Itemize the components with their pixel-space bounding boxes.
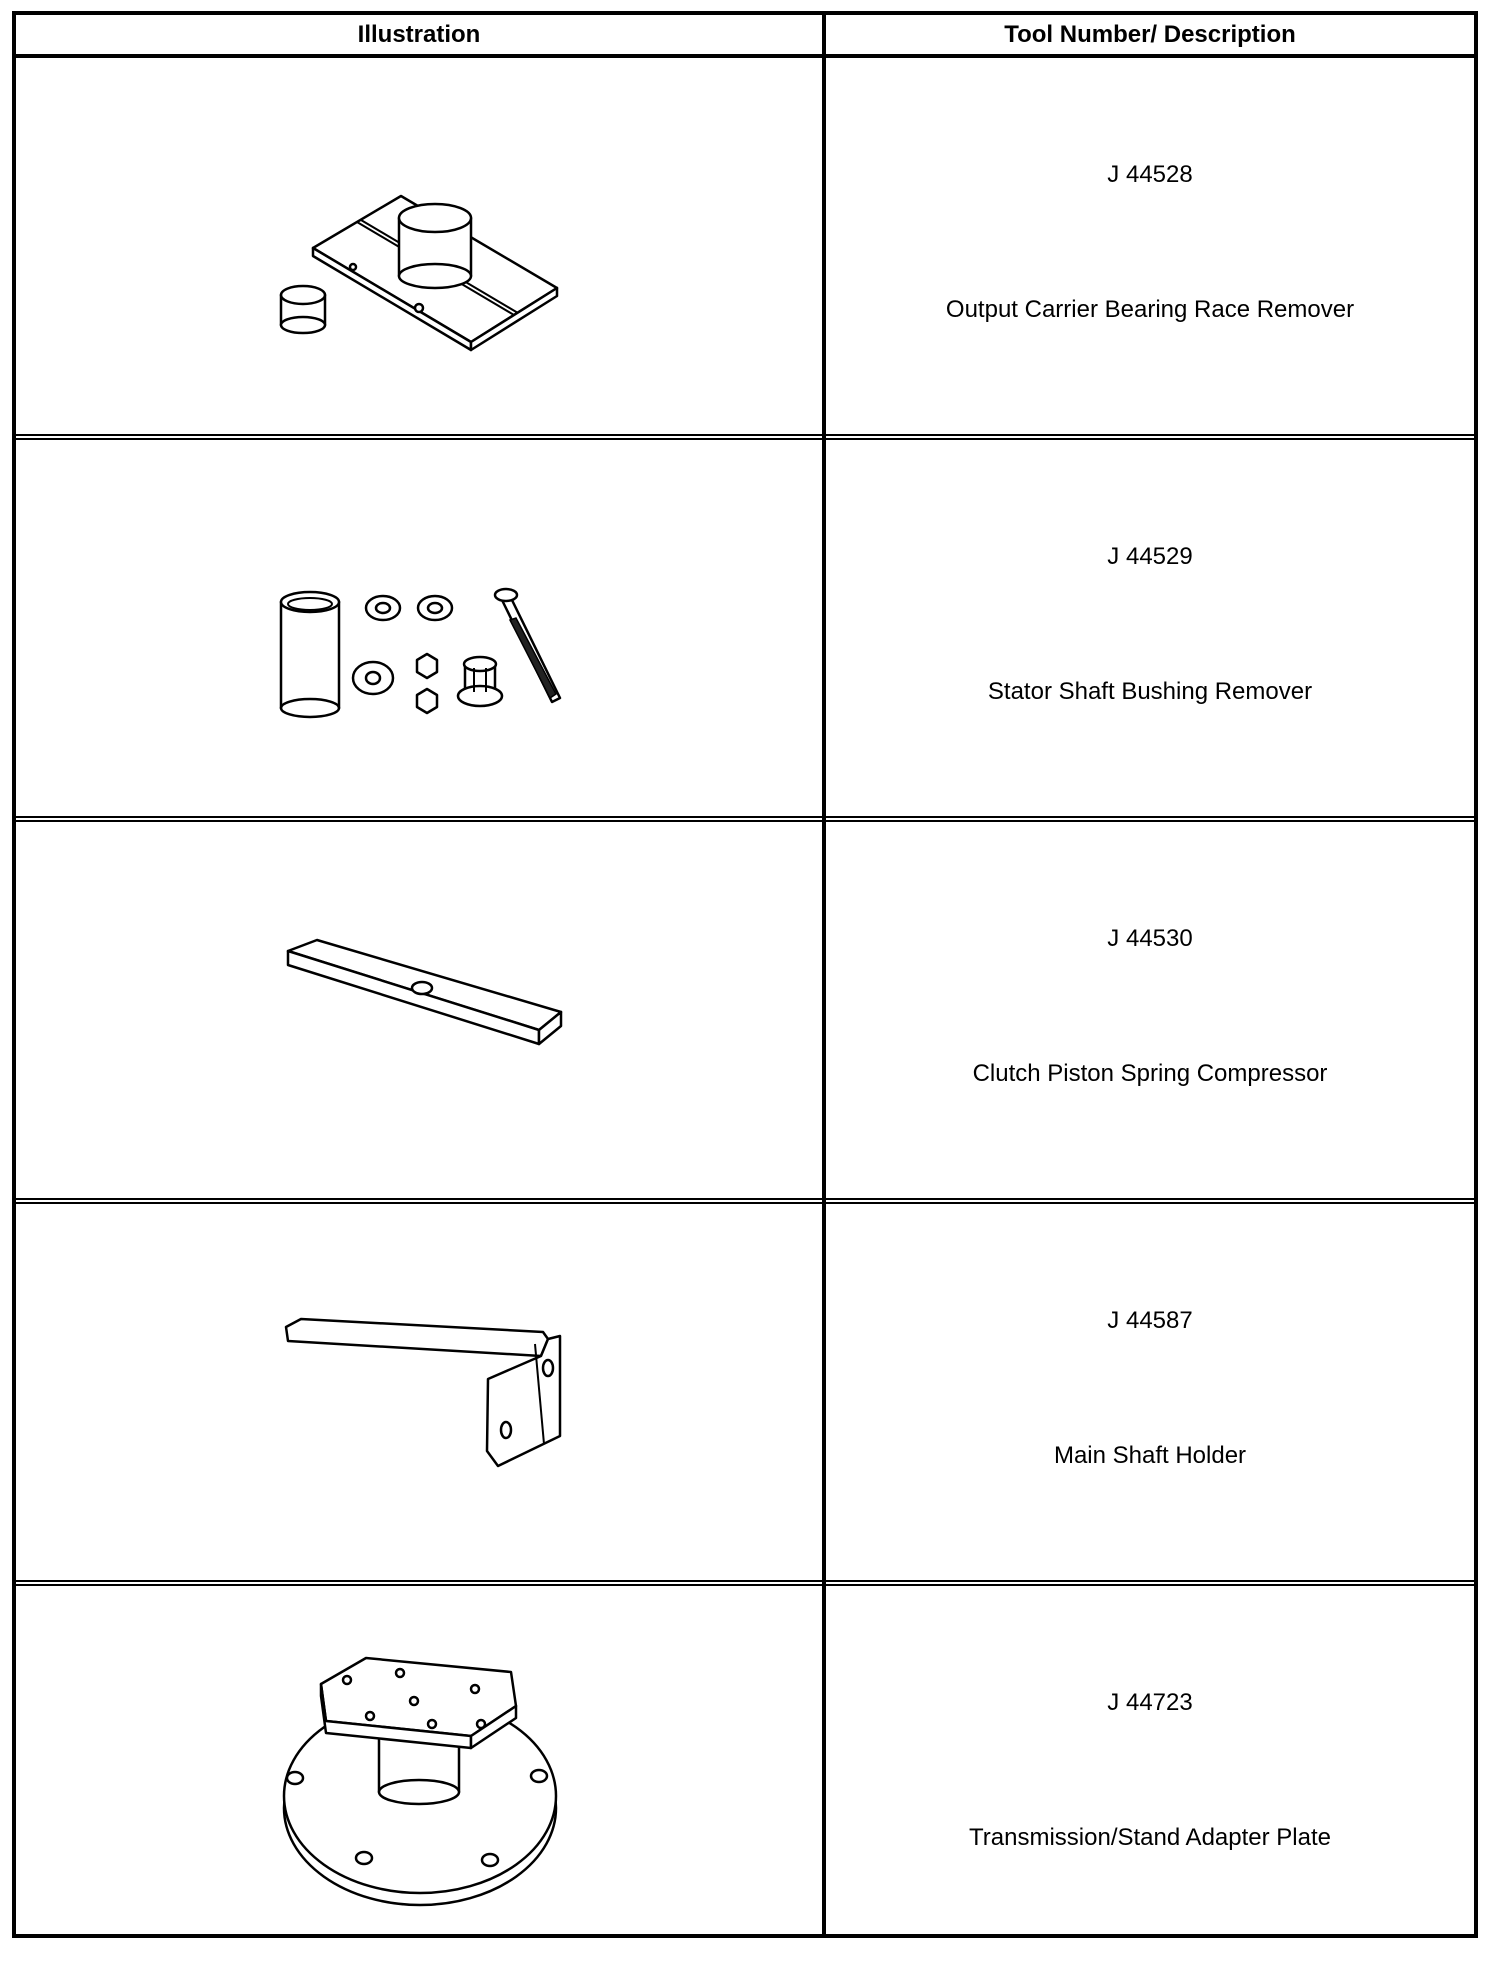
table-row: [16, 1586, 1474, 1962]
illustration-cell: [16, 1204, 822, 1580]
tool-description: Output Carrier Bearing Race Remover: [945, 296, 1355, 323]
spring-compressor-illustration: [16, 822, 822, 1198]
tool-number: J 44530: [1107, 925, 1193, 952]
table-row: [16, 440, 1474, 816]
tool-number: J 44528: [1107, 161, 1193, 188]
tool-description-header: Tool Number/ Description: [1004, 20, 1296, 48]
tool-description: Clutch Piston Spring Compressor: [972, 1060, 1328, 1087]
special-tools-table: [12, 11, 1478, 1938]
tool-number: J 44587: [1107, 1307, 1193, 1334]
illustration-cell: [16, 1586, 822, 1962]
description-cell: [826, 58, 1474, 434]
tool-number: J 44529: [1107, 543, 1193, 570]
bushing-remover-kit-illustration: [16, 440, 822, 816]
description-cell: [826, 1586, 1474, 1962]
main-shaft-holder-illustration: [16, 1204, 822, 1580]
description-cell: [826, 822, 1474, 1198]
adapter-plate-illustration: [16, 1586, 822, 1938]
tool-description: Stator Shaft Bushing Remover: [987, 678, 1313, 705]
table-row: [16, 822, 1474, 1198]
description-cell: [826, 1204, 1474, 1580]
illustration-cell: [16, 822, 822, 1198]
description-cell: [826, 440, 1474, 816]
table-row: [16, 58, 1474, 434]
illustration-cell: [16, 58, 822, 434]
table-header: [16, 15, 1474, 58]
illustration-cell: [16, 440, 822, 816]
tool-description: Main Shaft Holder: [1053, 1442, 1247, 1469]
race-remover-illustration: [16, 58, 822, 434]
table-row: [16, 1204, 1474, 1580]
tool-number: J 44723: [1107, 1689, 1193, 1716]
illustration-header: Illustration: [357, 20, 481, 48]
tool-description: Transmission/Stand Adapter Plate: [969, 1824, 1331, 1851]
